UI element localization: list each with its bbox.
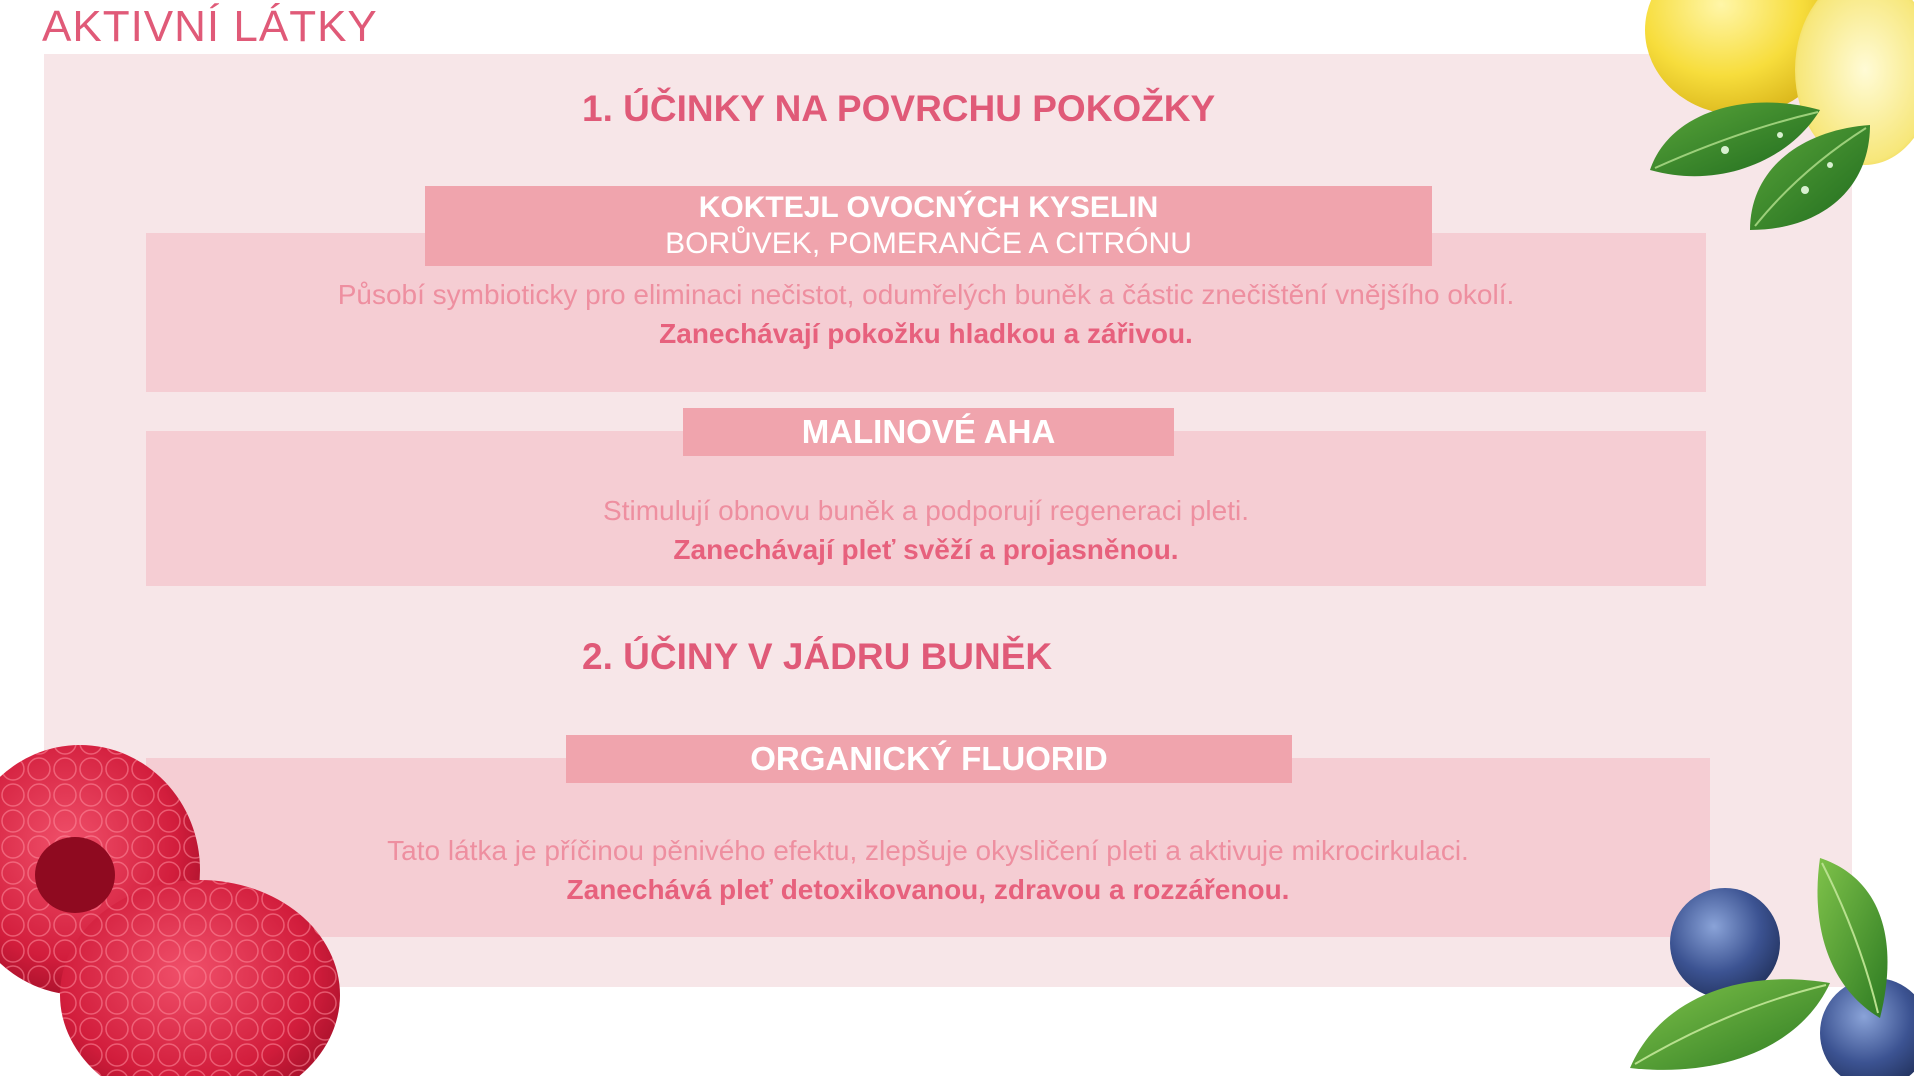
- ingredient-label-raspberry-aha: [683, 408, 1174, 456]
- description-text: Stimulují obnovu buněk a podporují regeneraci pleti.: [603, 495, 1249, 526]
- description-text: Tato látka je příčinou pěnivého efektu, zlepšuje okysličení pleti a aktivuje mikrocirkulaci.: [387, 835, 1469, 866]
- ingredient-label-organic-fluoride: [566, 735, 1292, 783]
- ingredient-label-title: KOKTEJL OVOCNÝCH KYSELIN: [698, 191, 1159, 224]
- description-emphasis: Zanechávají pleť svěží a projasněnou.: [673, 534, 1179, 565]
- ingredient-card-organic-fluoride: [146, 758, 1710, 937]
- description-emphasis: Zanechávají pokožku hladkou a zářivou.: [659, 318, 1193, 349]
- ingredient-label-title: MALINOVÉ AHA: [801, 413, 1056, 450]
- ingredient-label-fruit-acids: [425, 186, 1432, 266]
- ingredient-description: [146, 275, 1706, 353]
- lemon-image: [1630, 0, 1914, 250]
- section-heading-surface: 1. ÚČINKY NA POVRCHU POKOŽKY: [582, 88, 1216, 129]
- ingredient-description: [146, 831, 1710, 909]
- page-title: AKTIVNÍ LÁTKY: [42, 2, 378, 51]
- description-emphasis: Zanechává pleť detoxikovanou, zdravou a rozzářenou.: [566, 874, 1290, 905]
- ingredient-label-subtitle: BORŮVEK, POMERANČE A CITRÓNU: [665, 227, 1192, 260]
- blueberries-image: [1630, 848, 1914, 1076]
- description-text: Působí symbioticky pro eliminaci nečistot, odumřelých buněk a částic znečištění vnějšího okolí.: [337, 279, 1515, 310]
- ingredient-label-title: ORGANICKÝ FLUORID: [750, 740, 1108, 777]
- ingredient-description: [146, 491, 1706, 569]
- raspberries-image: [0, 730, 345, 1076]
- section-heading-cell-core: 2. ÚČINY V JÁDRU BUNĚK: [582, 636, 1053, 677]
